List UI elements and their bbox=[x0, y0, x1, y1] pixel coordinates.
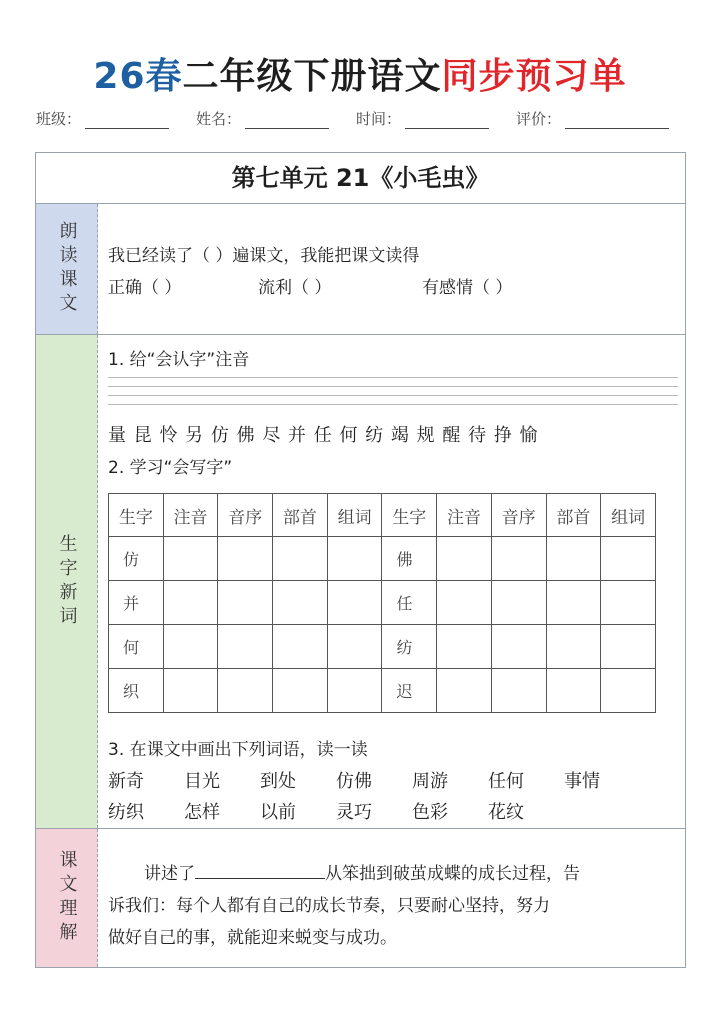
table-cell[interactable] bbox=[546, 625, 601, 669]
name-field bbox=[196, 108, 329, 129]
title-year: 26春 bbox=[93, 56, 183, 97]
vocab-word: 目光 bbox=[184, 771, 220, 792]
table-header: 部首 bbox=[546, 494, 601, 537]
class-field bbox=[36, 108, 169, 129]
vocab-word: 到处 bbox=[260, 771, 296, 792]
table-row bbox=[109, 581, 656, 625]
table-cell[interactable] bbox=[218, 669, 273, 713]
table-char: 迟 bbox=[382, 669, 437, 713]
side-label-words bbox=[36, 335, 98, 828]
class-label: 班级： bbox=[36, 110, 82, 128]
table-cell[interactable] bbox=[273, 669, 328, 713]
understand-line3: 做好自己的事，就能迎来蜕变与成功。 bbox=[108, 928, 397, 948]
vocab-word: 事情 bbox=[564, 771, 600, 792]
time-label: 时间： bbox=[356, 110, 402, 128]
divider-1 bbox=[36, 334, 685, 335]
vocab-word: 以前 bbox=[260, 802, 296, 823]
grade-label: 评价： bbox=[516, 110, 562, 128]
vocab-word: 灵巧 bbox=[336, 802, 372, 823]
word-row-1 bbox=[108, 767, 624, 793]
table-header: 注音 bbox=[163, 494, 218, 537]
table-cell[interactable] bbox=[601, 537, 656, 581]
read-opt-correct: 正确（ ） bbox=[108, 278, 182, 298]
table-cell[interactable] bbox=[601, 669, 656, 713]
table-header-row bbox=[109, 494, 656, 537]
table-cell[interactable] bbox=[601, 581, 656, 625]
lesson-header: 第七单元 21《小毛虫》 bbox=[36, 153, 685, 204]
table-row bbox=[109, 625, 656, 669]
vocab-word: 周游 bbox=[412, 771, 448, 792]
table-cell[interactable] bbox=[491, 581, 546, 625]
answer-blank[interactable] bbox=[195, 864, 325, 879]
table-cell[interactable] bbox=[327, 537, 382, 581]
read-line1: 我已经读了（ ）遍课文，我能把课文读得 bbox=[108, 246, 420, 266]
grade-blank[interactable] bbox=[565, 112, 669, 129]
table-cell[interactable] bbox=[327, 669, 382, 713]
understand-lead: 讲述了 bbox=[144, 864, 195, 884]
understand-rest: 从笨拙到破茧成蝶的成长过程，告 bbox=[325, 864, 580, 884]
table-cell[interactable] bbox=[437, 581, 492, 625]
table-row bbox=[109, 537, 656, 581]
table-cell[interactable] bbox=[491, 537, 546, 581]
table-cell[interactable] bbox=[601, 625, 656, 669]
table-header: 注音 bbox=[437, 494, 492, 537]
table-cell[interactable] bbox=[546, 581, 601, 625]
side-label-understand bbox=[36, 829, 98, 967]
table-cell[interactable] bbox=[163, 537, 218, 581]
read-opt-fluent: 流利（ ） bbox=[258, 278, 332, 298]
table-cell[interactable] bbox=[546, 669, 601, 713]
table-header: 音序 bbox=[218, 494, 273, 537]
table-cell[interactable] bbox=[491, 625, 546, 669]
table-header: 组词 bbox=[601, 494, 656, 537]
pinyin-lines[interactable] bbox=[108, 377, 678, 413]
vocab-word: 花纹 bbox=[488, 802, 524, 823]
table-cell[interactable] bbox=[437, 625, 492, 669]
table-cell[interactable] bbox=[327, 581, 382, 625]
char-table bbox=[108, 493, 656, 713]
divider-2 bbox=[36, 828, 685, 829]
table-header: 生字 bbox=[382, 494, 437, 537]
understand-label: 课文理解 bbox=[56, 850, 78, 946]
vocab-word: 新奇 bbox=[108, 771, 144, 792]
words-q1: 1. 给“会认字”注音 bbox=[108, 350, 250, 370]
words-chars: 量 昆 怜 另 仿 佛 尽 并 任 何 纺 竭 规 醒 待 挣 愉 bbox=[108, 425, 539, 446]
vocab-word: 纺织 bbox=[108, 802, 144, 823]
table-header: 部首 bbox=[273, 494, 328, 537]
understand-line1 bbox=[108, 859, 580, 884]
title-type: 同步预习单 bbox=[441, 56, 627, 97]
words-q2: 2. 学习“会写字” bbox=[108, 458, 233, 478]
vocab-word: 怎样 bbox=[184, 802, 220, 823]
side-label-read bbox=[36, 204, 98, 334]
words-q3: 3. 在课文中画出下列词语，读一读 bbox=[108, 740, 368, 760]
table-cell[interactable] bbox=[327, 625, 382, 669]
table-cell[interactable] bbox=[546, 537, 601, 581]
read-opt-emotion: 有感情（ ） bbox=[422, 278, 513, 298]
table-cell[interactable] bbox=[437, 537, 492, 581]
table-cell[interactable] bbox=[491, 669, 546, 713]
table-cell[interactable] bbox=[163, 625, 218, 669]
worksheet-frame bbox=[35, 152, 686, 968]
table-char: 织 bbox=[109, 669, 164, 713]
table-cell[interactable] bbox=[273, 581, 328, 625]
table-char: 佛 bbox=[382, 537, 437, 581]
grade-field bbox=[516, 108, 669, 129]
table-header: 音序 bbox=[491, 494, 546, 537]
read-label: 朗读课文 bbox=[56, 221, 78, 317]
table-char: 纺 bbox=[382, 625, 437, 669]
table-cell[interactable] bbox=[218, 537, 273, 581]
table-header: 生字 bbox=[109, 494, 164, 537]
vocab-word: 仿佛 bbox=[336, 771, 372, 792]
name-label: 姓名： bbox=[196, 110, 242, 128]
name-blank[interactable] bbox=[245, 112, 329, 129]
understand-line2: 诉我们：每个人都有自己的成长节奏，只要耐心坚持，努力 bbox=[108, 896, 550, 916]
page-title bbox=[0, 48, 720, 99]
vocab-word: 色彩 bbox=[412, 802, 448, 823]
table-cell[interactable] bbox=[437, 669, 492, 713]
title-grade: 二年级下册语文 bbox=[182, 56, 442, 97]
table-char: 仿 bbox=[109, 537, 164, 581]
table-cell[interactable] bbox=[218, 625, 273, 669]
table-cell[interactable] bbox=[273, 537, 328, 581]
time-blank[interactable] bbox=[405, 112, 489, 129]
table-row bbox=[109, 669, 656, 713]
table-char: 并 bbox=[109, 581, 164, 625]
word-row-2 bbox=[108, 798, 548, 824]
table-char: 何 bbox=[109, 625, 164, 669]
table-cell[interactable] bbox=[273, 625, 328, 669]
table-cell[interactable] bbox=[163, 581, 218, 625]
words-label: 生字新词 bbox=[56, 533, 78, 630]
table-cell[interactable] bbox=[163, 669, 218, 713]
table-header: 组词 bbox=[327, 494, 382, 537]
class-blank[interactable] bbox=[85, 112, 169, 129]
table-cell[interactable] bbox=[218, 581, 273, 625]
table-char: 任 bbox=[382, 581, 437, 625]
vocab-word: 任何 bbox=[488, 771, 524, 792]
time-field bbox=[356, 108, 489, 129]
